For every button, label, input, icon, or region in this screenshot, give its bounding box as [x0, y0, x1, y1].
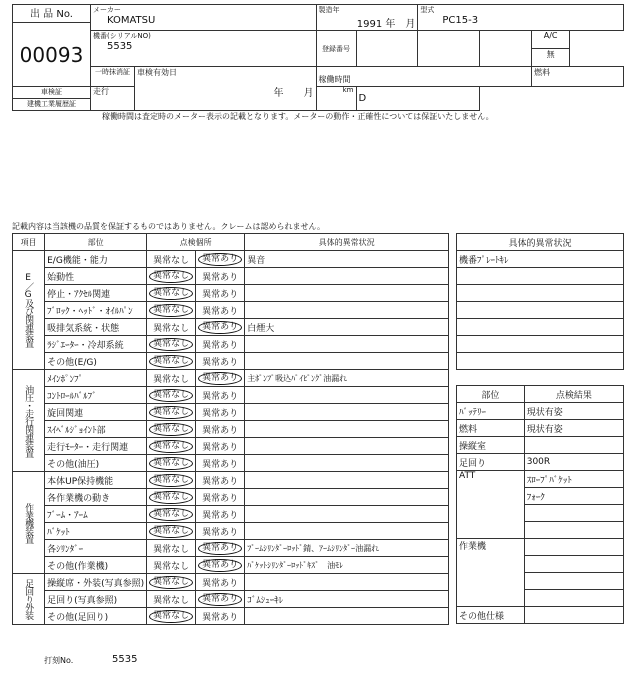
- category-label: 足回り外装: [13, 574, 45, 625]
- part-label: 本体UP保持機能: [45, 472, 147, 489]
- part-label: 操縦席・外装(写真参照): [45, 574, 147, 591]
- status-normal: 異常なし: [149, 610, 193, 623]
- part-label: 停止・ｱｸｾﾙ関連: [45, 285, 147, 302]
- status-abnormal: 異常あり: [198, 593, 242, 606]
- status-abnormal: 異常あり: [202, 357, 239, 368]
- shaken-valid-label: 車検有効日: [136, 68, 177, 77]
- detail-text: [245, 302, 449, 319]
- part-label: ﾊﾞｹｯﾄ: [45, 523, 147, 540]
- fuel-result-label: 燃料: [457, 420, 525, 437]
- status-normal: 異常なし: [149, 406, 193, 419]
- shaken-sho-label: 車検証: [13, 87, 91, 99]
- detail-text: [245, 472, 449, 489]
- status-normal: 異常なし: [149, 304, 193, 317]
- serial-value: 5535: [106, 41, 133, 52]
- part-label: ｽｲﾍﾞﾙｼﾞｮｲﾝﾄ部: [45, 421, 147, 438]
- year-value: 1991 年 月: [356, 19, 416, 30]
- fuel-result-value: 現状有姿: [524, 420, 623, 437]
- status-normal: 異常なし: [153, 595, 190, 606]
- part-label: その他(作業機): [45, 557, 147, 574]
- battery-value: 現状有姿: [524, 403, 623, 420]
- disclaimer: 記載内容は当該機の品質を保証するものではありません。クレームは認められません。: [12, 222, 325, 231]
- inspection-row: [13, 489, 449, 506]
- detail-text: [245, 438, 449, 455]
- inspection-row: [13, 455, 449, 472]
- inspection-row: [13, 353, 449, 370]
- part-label: ｺﾝﾄﾛｰﾙﾊﾞﾙﾌﾞ: [45, 387, 147, 404]
- right-detail-table: [456, 233, 624, 370]
- inspection-row: [13, 336, 449, 353]
- year-label: 製造年: [318, 6, 340, 14]
- status-abnormal: 異常あり: [198, 372, 242, 385]
- inspection-row: [13, 438, 449, 455]
- battery-label: ﾊﾞｯﾃﾘｰ: [457, 403, 525, 420]
- category-label: E／G及び関連装置: [13, 251, 45, 370]
- serial-label: 機番(シリアルNO): [92, 32, 151, 40]
- status-normal: 異常なし: [153, 374, 190, 385]
- detail-text: [245, 489, 449, 506]
- inspection-row: [13, 421, 449, 438]
- inspection-row: [13, 302, 449, 319]
- status-normal: 異常なし: [149, 440, 193, 453]
- inspection-row: [13, 557, 449, 574]
- detail-text: 白煙大: [245, 319, 449, 336]
- status-abnormal: 異常あり: [202, 340, 239, 351]
- inspection-row: [13, 574, 449, 591]
- km-unit: km: [342, 86, 354, 94]
- part-label: 走行ﾓｰﾀｰ・走行関連: [45, 438, 147, 455]
- detail-text: [245, 353, 449, 370]
- part-label: ﾒｲﾝﾎﾟﾝﾌﾟ: [45, 370, 147, 387]
- detail-text: ｺﾞﾑｼｭｰｷﾚ: [245, 591, 449, 608]
- status-normal: 異常なし: [153, 561, 190, 572]
- category-label: 油圧・走行関連装置: [13, 370, 45, 472]
- hours-label: 稼働時間: [318, 75, 351, 84]
- part-label: その他(E/G): [45, 353, 147, 370]
- inspection-row: [13, 472, 449, 489]
- inspection-row: [13, 268, 449, 285]
- status-abnormal: 異常あり: [202, 272, 239, 283]
- detail-text: [245, 608, 449, 625]
- maker-value: KOMATSU: [106, 15, 156, 26]
- part-label: その他(油圧): [45, 455, 147, 472]
- cab-label: 操縦室: [457, 437, 525, 454]
- lot-number: 00093: [13, 23, 91, 87]
- inspection-row: [13, 387, 449, 404]
- ac-label: A/C: [532, 31, 570, 49]
- status-abnormal: 異常あり: [198, 321, 242, 334]
- inspection-row: [13, 404, 449, 421]
- status-abnormal: 異常あり: [202, 510, 239, 521]
- detail-text: 異音: [245, 251, 449, 268]
- status-normal: 異常なし: [149, 287, 193, 300]
- detail-text: ﾌﾞｰﾑｼﾘﾝﾀﾞｰﾛｯﾄﾞ錆、ｱｰﾑｼﾘﾝﾀﾞｰ油漏れ: [245, 540, 449, 557]
- att-label: ATT: [457, 471, 525, 539]
- status-abnormal: 異常あり: [202, 527, 239, 538]
- detail-text: [245, 336, 449, 353]
- header-table: [12, 4, 624, 111]
- status-normal: 異常なし: [149, 457, 193, 470]
- fuel-label: 燃料: [532, 67, 624, 87]
- status-normal: 異常なし: [149, 423, 193, 436]
- inspection-row: [13, 608, 449, 625]
- status-abnormal: 異常あり: [202, 578, 239, 589]
- stamp-label: 打刻No.: [44, 656, 74, 665]
- status-normal: 異常なし: [149, 474, 193, 487]
- inspection-row: [13, 251, 449, 268]
- status-abnormal: 異常あり: [202, 306, 239, 317]
- km-label: 走行: [92, 87, 109, 96]
- part-label: E/G機能・能力: [45, 251, 147, 268]
- status-normal: 異常なし: [149, 508, 193, 521]
- status-abnormal: 異常あり: [198, 253, 242, 266]
- inspection-row: [13, 540, 449, 557]
- status-normal: 異常なし: [149, 576, 193, 589]
- status-abnormal: 異常あり: [202, 425, 239, 436]
- lot-label: 出 品 No.: [13, 5, 91, 23]
- status-normal: 異常なし: [149, 491, 193, 504]
- ac-value: 無: [532, 49, 570, 67]
- temp-reg-label: 一時抹消証: [90, 67, 134, 87]
- detail-text: [245, 523, 449, 540]
- part-label: 吸排気系統・状態: [45, 319, 147, 336]
- inspection-row: [13, 319, 449, 336]
- status-normal: 異常なし: [149, 389, 193, 402]
- model-label: 型式: [420, 6, 435, 14]
- hours-note: 稼働時間は査定時のメーター表示の記載となります。メーターの動作・正確性については保証いたしません。: [102, 112, 494, 121]
- part-label: 始動性: [45, 268, 147, 285]
- part-label: 各作業機の動き: [45, 489, 147, 506]
- status-normal: 異常なし: [153, 255, 190, 266]
- right-results-table: [456, 385, 624, 624]
- detail-text: [245, 268, 449, 285]
- right-detail-row: 機番ﾌﾟﾚｰﾄｷﾚ: [457, 251, 624, 268]
- detail-text: [245, 574, 449, 591]
- detail-text: ﾊﾞｹｯﾄｼﾘﾝﾀﾞｰﾛｯﾄﾞｷｽﾞ 油ﾓﾚ: [245, 557, 449, 574]
- detail-text: [245, 404, 449, 421]
- att-value-1: ｽﾛｰﾌﾟﾊﾞｹｯﾄ: [524, 471, 623, 488]
- fuel-value: D: [356, 87, 480, 111]
- inspection-row: [13, 523, 449, 540]
- other-spec-label: その他仕様: [457, 607, 525, 624]
- detail-text: 主ﾎﾟﾝﾌﾟ吸込ﾊﾟｲﾋﾟﾝｸﾞ油漏れ: [245, 370, 449, 387]
- detail-text: [245, 421, 449, 438]
- inspection-row: [13, 591, 449, 608]
- status-normal: 異常なし: [149, 525, 193, 538]
- undercarriage-value: 300R: [524, 454, 623, 471]
- status-normal: 異常なし: [149, 338, 193, 351]
- status-abnormal: 異常あり: [202, 493, 239, 504]
- detail-text: [245, 285, 449, 302]
- status-abnormal: 異常あり: [202, 408, 239, 419]
- category-label: 作業機装置: [13, 472, 45, 574]
- status-normal: 異常なし: [149, 270, 193, 283]
- status-abnormal: 異常あり: [202, 391, 239, 402]
- detail-text: [245, 506, 449, 523]
- inspection-table: [12, 233, 449, 625]
- jyoto-sho-label: 建機工業履歴証: [13, 99, 91, 111]
- results-part-header: 部位: [457, 386, 525, 403]
- part-label: ﾌﾞｰﾑ・ｱｰﾑ: [45, 506, 147, 523]
- model-value: PC15-3: [442, 15, 479, 26]
- detail-text: [245, 455, 449, 472]
- stamp-number: 5535: [112, 654, 138, 665]
- maker-label: メーカー: [92, 6, 121, 14]
- status-abnormal: 異常あり: [198, 559, 242, 572]
- part-label: ﾗｼﾞｴｰﾀｰ・冷却系統: [45, 336, 147, 353]
- status-abnormal: 異常あり: [202, 459, 239, 470]
- part-label: ﾌﾞﾛｯｸ・ﾍｯﾄﾞ・ｵｲﾙﾊﾟﾝ: [45, 302, 147, 319]
- col-check-header: 点検個所: [147, 234, 245, 251]
- status-abnormal: 異常あり: [202, 442, 239, 453]
- status-normal: 異常なし: [149, 355, 193, 368]
- part-label: 足回り(写真参照): [45, 591, 147, 608]
- part-label: その他(足回り): [45, 608, 147, 625]
- inspection-row: [13, 506, 449, 523]
- results-result-header: 点検結果: [524, 386, 623, 403]
- status-abnormal: 異常あり: [202, 289, 239, 300]
- status-normal: 異常なし: [153, 323, 190, 334]
- work-equipment-label: 作業機: [457, 539, 525, 607]
- inspection-row: [13, 285, 449, 302]
- undercarriage-label: 足回り: [457, 454, 525, 471]
- detail-text: [245, 387, 449, 404]
- inspection-row: [13, 370, 449, 387]
- reg-label: 登録番号: [316, 31, 356, 67]
- status-normal: 異常なし: [153, 544, 190, 555]
- status-abnormal: 異常あり: [202, 476, 239, 487]
- col-item-header: 項目: [13, 234, 45, 251]
- att-value-2: ﾌｫｰｸ: [524, 488, 623, 505]
- status-abnormal: 異常あり: [202, 612, 239, 623]
- part-label: 各ｼﾘﾝﾀﾞｰ: [45, 540, 147, 557]
- col-detail-header: 具体的異常状況: [245, 234, 449, 251]
- part-label: 旋回関連: [45, 404, 147, 421]
- right-detail-title: 具体的異常状況: [457, 234, 624, 251]
- col-part-header: 部位: [45, 234, 147, 251]
- status-abnormal: 異常あり: [198, 542, 242, 555]
- shaken-valid-value: 年 月: [273, 88, 314, 99]
